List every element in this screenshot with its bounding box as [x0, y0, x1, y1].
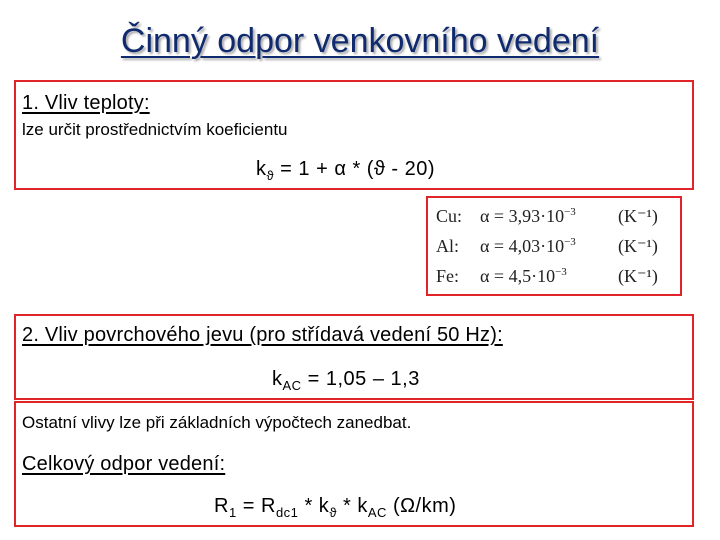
total-resistance-formula: $R_1 = R_{dc1} * k_ϑ * k_{AC}$ (Ω/km)	[214, 495, 457, 520]
material-label: Fe:	[436, 266, 460, 286]
formula-rest: = 1 + α * (ϑ - 20)	[274, 158, 436, 180]
skin-effect-section	[14, 314, 694, 400]
unit-label: (K⁻¹)	[618, 236, 658, 256]
alpha-value: $\alpha = 3,93\cdot 10^{-3}$	[480, 206, 576, 226]
material-label: Al:	[436, 236, 460, 256]
other-effects-text: Ostatní vlivy lze při základních výpočtech zanedbat.	[22, 413, 412, 432]
skin-effect-formula	[272, 368, 420, 393]
skin-effect-heading: 2. Vliv povrchového jevu (pro střídavá vedení 50 Hz):	[22, 324, 503, 346]
temperature-heading: 1. Vliv teploty:	[22, 92, 150, 114]
unit-label: (K⁻¹)	[618, 266, 658, 286]
formula-k-sub: ϑ	[266, 168, 275, 183]
material-label: Cu:	[436, 206, 463, 226]
alpha-value: $\alpha = 4,5\cdot 10^{-3}$	[480, 266, 567, 286]
formula-k: k	[272, 368, 283, 390]
temperature-text: lze určit prostřednictvím koeficientu	[22, 120, 288, 139]
formula-k: k	[256, 158, 267, 180]
unit-label: (K⁻¹)	[618, 206, 658, 226]
coefficient-table	[426, 196, 682, 296]
alpha-value: $\alpha = 4,03\cdot 10^{-3}$	[480, 236, 576, 256]
coefficient-row-cu	[436, 206, 676, 232]
temperature-section	[14, 80, 694, 190]
page-title: Činný odpor venkovního vedení	[120, 22, 600, 60]
total-resistance-heading: Celkový odpor vedení:	[22, 453, 226, 475]
total-resistance-section	[14, 401, 694, 527]
formula-k-sub: AC	[282, 378, 302, 393]
temperature-formula	[256, 158, 435, 183]
coefficient-row-al	[436, 236, 676, 262]
coefficient-row-fe	[436, 266, 676, 292]
formula-rest: = 1,05 – 1,3	[301, 368, 420, 390]
